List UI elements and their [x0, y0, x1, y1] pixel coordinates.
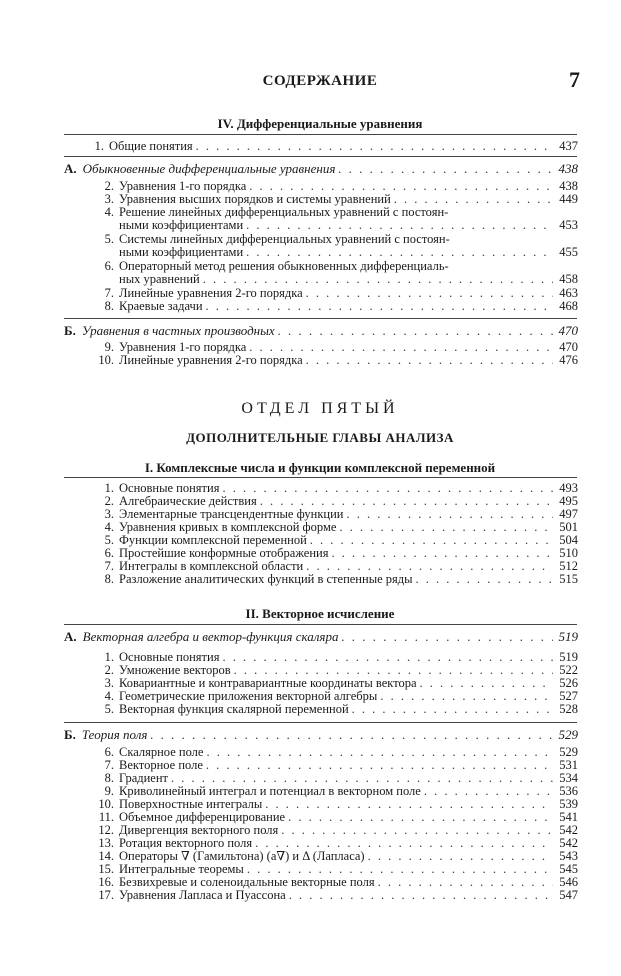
entry-number: 12. [98, 823, 114, 837]
entry-page: 529 [558, 727, 578, 742]
toc-entry[interactable] [64, 354, 578, 367]
entry-text: Алгебраические действия [119, 494, 257, 508]
entry-number: 7. [104, 286, 114, 300]
entry-text: Интегральные теоремы [119, 862, 244, 876]
entry-text: Уравнения 1-го порядка [119, 179, 247, 193]
entry-text: Уравнения Лапласа и Пуассона [119, 888, 286, 902]
entry-page: 470 [558, 323, 578, 338]
toc-entry[interactable] [64, 300, 578, 313]
entry-page: 463 [559, 286, 578, 300]
entry-text: Элементарные трансцендентные функции [119, 507, 344, 521]
toc-entry[interactable] [64, 889, 578, 902]
entry-number: 1. [104, 481, 114, 495]
entry-text: Простейшие конформные отображения [119, 546, 329, 560]
entry-text: Векторная функция скалярной переменной [119, 702, 349, 716]
entry-text: Безвихревые и соленоидальные векторные поля [119, 875, 375, 889]
leader-dots [281, 824, 553, 837]
leader-dots [380, 690, 553, 703]
entry-page: 510 [559, 546, 578, 560]
section-title: Уравнения в частных производных [81, 323, 275, 338]
entry-page: 526 [559, 676, 578, 690]
entry-number: 5. [104, 533, 114, 547]
section-letter: Б. [64, 323, 76, 338]
leader-dots [206, 300, 553, 313]
entry-text: Общие понятия [109, 139, 193, 153]
division-subtitle: ДОПОЛНИТЕЛЬНЫЕ ГЛАВЫ АНАЛИЗА [186, 430, 454, 445]
entry-page: 534 [559, 771, 578, 785]
entry-page: 519 [558, 629, 578, 644]
section-title: Векторная алгебра и вектор-функция скаляра [82, 629, 339, 644]
section-heading[interactable] [64, 162, 578, 175]
leader-dots [331, 547, 553, 560]
entry-text: Функции комплексной переменной [119, 533, 307, 547]
section-heading[interactable] [64, 630, 578, 643]
leader-dots [206, 759, 553, 772]
entry-number: 10. [98, 353, 114, 367]
entry-text: Интегралы в комплексной области [119, 559, 304, 573]
entry-number: 10. [98, 797, 114, 811]
entry-text: Скалярное поле [119, 745, 204, 759]
entry-text: Ротация векторного поля [119, 836, 253, 850]
entry-text: Градиент [119, 771, 168, 785]
toc-entry[interactable] [64, 573, 578, 586]
toc-entry-continuation[interactable] [64, 219, 578, 232]
entry-text: ными коэффициентами [119, 218, 244, 232]
entry-number: 5. [104, 702, 114, 716]
rule [64, 722, 577, 723]
entry-page: 495 [559, 494, 578, 508]
entry-page: 536 [559, 784, 578, 798]
entry-number: 3. [104, 192, 114, 206]
section-title: Теория поля [81, 727, 148, 742]
entry-number: 14. [98, 849, 114, 863]
entry-text: Умножение векторов [119, 663, 231, 677]
entry-text: Ковариантные и контравариантные координаты вектора [119, 676, 417, 690]
entry-page: 542 [559, 836, 578, 850]
entry-number: 1. [94, 139, 104, 153]
entry-page: 453 [559, 218, 578, 232]
leader-dots [246, 246, 553, 259]
entry-page: 541 [559, 810, 578, 824]
entry-page: 519 [559, 650, 578, 664]
chapter-i-title: I. Комплексные числа и функции комплексной переменной [144, 460, 496, 475]
entry-page: 528 [559, 702, 578, 716]
leader-dots [346, 508, 553, 521]
entry-page: 470 [559, 340, 578, 354]
section-heading[interactable] [64, 324, 578, 337]
entry-number: 8. [104, 771, 114, 785]
running-title: СОДЕРЖАНИЕ [262, 73, 378, 89]
entry-text: Криволинейный интеграл и потенциал в векторном поле [119, 784, 421, 798]
leader-dots [196, 140, 553, 153]
rule [64, 318, 577, 319]
entry-text: Поверхностные интегралы [119, 797, 263, 811]
entry-number: 4. [104, 520, 114, 534]
toc-entry[interactable] [64, 703, 578, 716]
entry-text: Краевые задачи [119, 299, 203, 313]
section-letter: А. [64, 161, 77, 176]
division-title: ОТДЕЛ ПЯТЫЙ [241, 400, 399, 417]
entry-text: Объемное дифференцирование [119, 810, 286, 824]
entry-number: 16. [98, 875, 114, 889]
entry-number: 2. [104, 494, 114, 508]
entry-page: 497 [559, 507, 578, 521]
entry-page: 437 [559, 139, 578, 153]
chapter-ii-title: II. Векторное исчисление [245, 606, 395, 621]
entry-page: 515 [559, 572, 578, 586]
leader-dots [378, 876, 553, 889]
entry-number: 6. [104, 546, 114, 560]
entry-text: Операторы ∇ (Гамильтона) (a∇) и Δ (Лапласа) [119, 849, 365, 863]
entry-text: Основные понятия [119, 481, 220, 495]
entry-text: Системы линейных дифференциальных уравнений с постоян- [119, 232, 450, 246]
entry-page: 455 [559, 245, 578, 259]
section-title: Обыкновенные дифференциальные уравнения [82, 161, 336, 176]
entry-text: Уравнения высших порядков и системы уравнений [119, 192, 391, 206]
leader-dots [265, 798, 553, 811]
entry-page: 458 [559, 272, 578, 286]
entry-page: 438 [558, 161, 578, 176]
leader-dots [306, 287, 553, 300]
entry-page: 527 [559, 689, 578, 703]
entry-page: 493 [559, 481, 578, 495]
entry-page: 522 [559, 663, 578, 677]
leader-dots [246, 219, 553, 232]
entry-text: Уравнения кривых в комплексной форме [119, 520, 337, 534]
toc-entry-continuation[interactable] [64, 273, 578, 286]
entry-number: 15. [98, 862, 114, 876]
entry-text: Дивергенция векторного поля [119, 823, 279, 837]
entry-number: 9. [104, 340, 114, 354]
chapter-iv-title: IV. Дифференциальные уравнения [217, 116, 423, 131]
entry-number: 4. [104, 689, 114, 703]
leader-dots [424, 785, 553, 798]
section-letter: Б. [64, 727, 76, 742]
entry-page: 539 [559, 797, 578, 811]
entry-page: 545 [559, 862, 578, 876]
leader-dots [420, 677, 553, 690]
entry-text: Векторное поле [119, 758, 203, 772]
leader-dots [278, 324, 553, 337]
leader-dots [341, 630, 553, 643]
rule [64, 156, 577, 157]
entry-page: 543 [559, 849, 578, 863]
entry-text: Разложение аналитических функций в степенные ряды [119, 572, 413, 586]
leader-dots [288, 811, 553, 824]
entry-page: 531 [559, 758, 578, 772]
entry-number: 8. [104, 572, 114, 586]
rule [64, 624, 577, 625]
entry-number: 1. [104, 650, 114, 664]
entry-page: 504 [559, 533, 578, 547]
entry-text: ными коэффициентами [119, 245, 244, 259]
leader-dots [150, 728, 553, 741]
entry-number: 2. [104, 179, 114, 193]
entry-text: Решение линейных дифференциальных уравнений с постоян- [119, 205, 449, 219]
leader-dots [289, 889, 553, 902]
entry-number: 7. [104, 758, 114, 772]
entry-number: 6. [104, 745, 114, 759]
entry-number: 9. [104, 784, 114, 798]
entry-page: 501 [559, 520, 578, 534]
entry-text: Линейные уравнения 2-го порядка [119, 353, 303, 367]
entry-number: 4. [104, 205, 114, 219]
entry-number: 7. [104, 559, 114, 573]
leader-dots [206, 746, 553, 759]
leader-dots [338, 162, 553, 175]
running-head [60, 67, 580, 96]
entry-number: 17. [98, 888, 114, 902]
toc-entry[interactable] [64, 140, 578, 153]
entry-text: Основные понятия [119, 650, 220, 664]
leader-dots [222, 651, 553, 664]
leader-dots [203, 273, 553, 286]
leader-dots [416, 573, 553, 586]
toc-entry-continuation[interactable] [64, 246, 578, 259]
entry-page: 449 [559, 192, 578, 206]
entry-number: 8. [104, 299, 114, 313]
leader-dots [306, 354, 553, 367]
rule [64, 134, 577, 135]
section-heading[interactable] [64, 728, 578, 741]
entry-number: 11. [98, 810, 114, 824]
leader-dots [339, 521, 553, 534]
entry-page: 468 [559, 299, 578, 313]
entry-page: 542 [559, 823, 578, 837]
entry-page: 476 [559, 353, 578, 367]
entry-text: Линейные уравнения 2-го порядка [119, 286, 303, 300]
entry-text: Геометрические приложения векторной алгебры [119, 689, 378, 703]
entry-number: 3. [104, 507, 114, 521]
entry-text: ных уравнений [119, 272, 200, 286]
entry-number: 5. [104, 232, 114, 246]
rule [64, 477, 577, 478]
entry-page: 547 [559, 888, 578, 902]
entry-page: 546 [559, 875, 578, 889]
section-letter: А. [64, 629, 77, 644]
leader-dots [310, 534, 553, 547]
entry-number: 2. [104, 663, 114, 677]
entry-page: 438 [559, 179, 578, 193]
page-number: 7 [569, 67, 580, 92]
entry-text: Уравнения 1-го порядка [119, 340, 247, 354]
leader-dots [368, 850, 553, 863]
entry-number: 3. [104, 676, 114, 690]
entry-number: 13. [98, 836, 114, 850]
leader-dots [222, 482, 553, 495]
entry-page: 529 [559, 745, 578, 759]
entry-number: 6. [104, 259, 114, 273]
entry-text: Операторный метод решения обыкновенных дифференциаль- [119, 259, 449, 273]
entry-page: 512 [559, 559, 578, 573]
leader-dots [352, 703, 553, 716]
